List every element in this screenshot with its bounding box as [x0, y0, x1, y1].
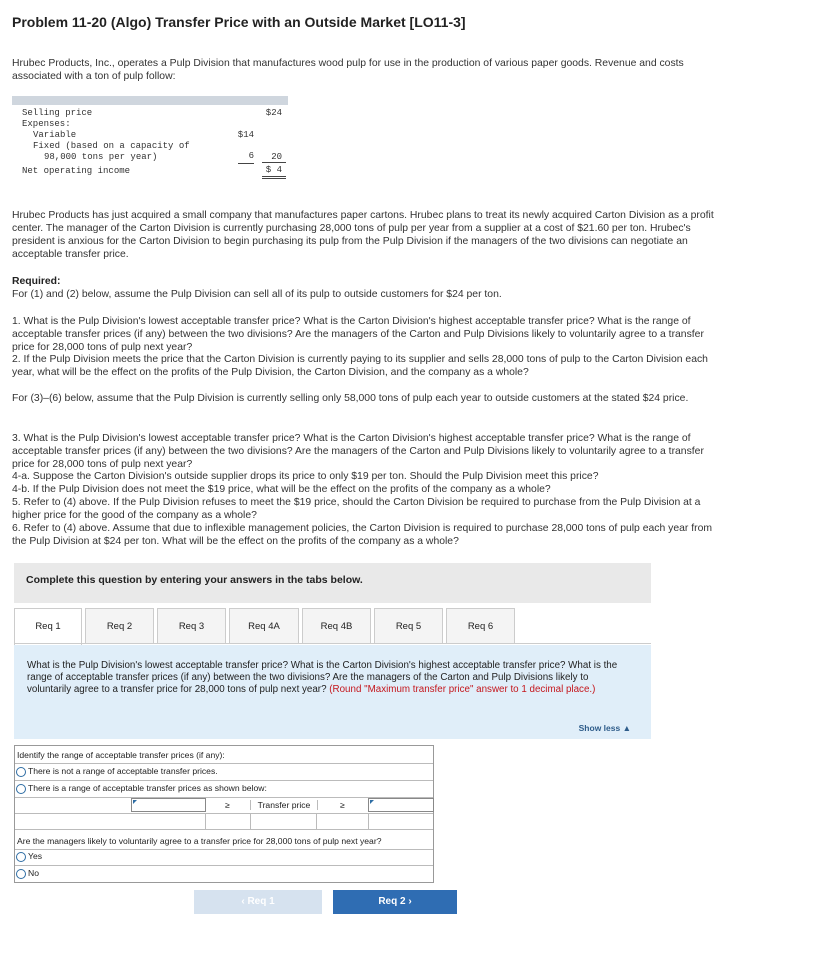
row-divider — [15, 780, 433, 781]
option-range-label: There is a range of acceptable transfer prices as shown below: — [28, 783, 267, 793]
next-req-label: Req 2 — [378, 896, 406, 907]
next-req-button[interactable] — [333, 890, 457, 914]
row-divider — [15, 849, 433, 850]
cell-divider — [205, 813, 206, 829]
fixed-label-line-2: 98,000 tons per year) — [44, 152, 158, 162]
rounding-note: (Round "Maximum transfer price" answer to 1 decimal place.) — [329, 684, 596, 695]
cell-divider — [250, 813, 251, 829]
answer-table — [14, 745, 434, 883]
minimum-transfer-price-input[interactable] — [131, 798, 206, 812]
net-income-label: Net operating income — [22, 166, 131, 176]
question-5: 5. Refer to (4) above. If the Pulp Division refuses to meet the $19 price, should the Carton Division be required to purchase from the Pulp Division at a higher price for the good of the company as a whole? — [12, 497, 701, 521]
row-divider — [15, 829, 433, 830]
agree-prompt: Are the managers likely to voluntarily agree to a transfer price for 28,000 tons of pulp next year? — [17, 836, 382, 846]
transfer-price-label: Transfer price — [250, 800, 318, 810]
cell-divider — [316, 813, 317, 829]
radio-range[interactable] — [16, 784, 26, 794]
tab-req-5[interactable]: Req 5 — [374, 608, 443, 643]
fixed-underline — [238, 163, 254, 164]
variable-label: Variable — [33, 130, 77, 140]
question-3: 3. What is the Pulp Division's lowest acceptable transfer price? What is the Carton Division's highest acceptable transfer price? What is the range of acceptable transfer prices (if any) between the two divisions? Are the managers of the Carton and Pulp Divisions likely to voluntarily agree to a transfer price for 28,000 tons of pulp next year? — [12, 433, 704, 470]
option-no[interactable] — [16, 868, 39, 879]
previous-req-label: Req 1 — [247, 896, 275, 907]
question-1: 1. What is the Pulp Division's lowest acceptable transfer price? What is the Carton Division's highest acceptable transfer price? What is the range of acceptable transfer prices (if any) between the two divisions? Are the managers of the Carton and Pulp Divisions likely to voluntarily agree to a transfer price for 28,000 tons of pulp next year? — [12, 316, 704, 353]
complete-instructions — [14, 563, 651, 603]
option-yes[interactable] — [16, 851, 42, 862]
question-text: What is the Pulp Division's lowest acceptable transfer price? What is the Carton Division's highest acceptable transfer price? What is the range of acceptable transfer prices (if any) between the two divisions? Are the managers of the Carton and Pulp Divisions likely to voluntarily agree to a transfer price for 28,000 tons of pulp next year? — [27, 660, 618, 695]
input-marker-icon — [133, 800, 137, 804]
selling-price-label: Selling price — [22, 108, 93, 118]
previous-req-button[interactable] — [194, 890, 322, 914]
tab-req-4b[interactable]: Req 4B — [302, 608, 371, 643]
complete-prompt: Complete this question by entering your answers in the tabs below. — [26, 574, 363, 586]
requirement-tabs — [14, 608, 651, 644]
radio-yes[interactable] — [16, 852, 26, 862]
question-4b: 4-b. If the Pulp Division does not meet the $19 price, what will be the effect on the profits of the company as a whole? — [12, 484, 551, 495]
cell-divider — [368, 813, 369, 829]
tab-req-1[interactable]: Req 1 — [14, 608, 82, 645]
show-less-link[interactable]: Show less ▲ — [578, 723, 631, 733]
tab-divider — [14, 643, 651, 644]
fixed-label-line-1: Fixed (based on a capacity of — [33, 141, 190, 151]
required-label: Required: — [12, 276, 61, 287]
financial-table — [12, 96, 288, 184]
question-6: 6. Refer to (4) above. Assume that due to inflexible management policies, the Carton Division is required to purchase 28,000 tons of pulp each year from the Pulp Division at $24 per ton. What will be the effect on the profits of the company as a whole? — [12, 523, 713, 547]
selling-price-value: $24 — [265, 108, 282, 118]
range-prompt: Identify the range of acceptable transfer prices (if any): — [17, 750, 225, 760]
ge-symbol-left: ≥ — [225, 800, 230, 810]
chevron-left-icon: ‹ — [241, 896, 248, 907]
ge-symbol-right: ≥ — [340, 800, 345, 810]
question-panel — [14, 645, 651, 739]
option-no-range[interactable] — [16, 766, 218, 777]
option-no-label: No — [28, 868, 39, 878]
intro-paragraph: Hrubec Products, Inc., operates a Pulp Division that manufactures wood pulp for use in the production of various paper goods. Revenue and costs associated with a ton of pulp follow: — [12, 58, 684, 82]
tab-req-6[interactable]: Req 6 — [446, 608, 515, 643]
question-2: 2. If the Pulp Division meets the price that the Carton Division is currently paying to its supplier and sells 28,000 tons of pulp to the Carton Division each year, what will be the effect on the profits of the Pulp Division, the Carton Division, and the company as a whole? — [12, 354, 708, 378]
radio-no[interactable] — [16, 869, 26, 879]
net-income-value: $ 4 — [265, 165, 282, 175]
tab-req-4a[interactable]: Req 4A — [229, 608, 299, 643]
maximum-transfer-price-input[interactable] — [368, 798, 434, 812]
required-intro: For (1) and (2) below, assume the Pulp Division can sell all of its pulp to outside customers for $24 per ton. — [12, 289, 502, 300]
row-divider — [15, 813, 433, 814]
variable-value: $14 — [237, 130, 254, 140]
radio-no-range[interactable] — [16, 767, 26, 777]
problem-title: Problem 11-20 (Algo) Transfer Price with an Outside Market [LO11-3] — [12, 14, 466, 30]
tab-req-2[interactable]: Req 2 — [85, 608, 154, 643]
input-marker-icon — [370, 800, 374, 804]
row-divider — [15, 865, 433, 866]
questions-3-6-intro: For (3)–(6) below, assume that the Pulp Division is currently selling only 58,000 tons of pulp each year to outside customers at the stated $24 price. — [12, 393, 689, 404]
total-expenses-value: 20 — [271, 152, 282, 162]
question-text-block — [27, 660, 632, 696]
table-header-bar — [12, 96, 288, 105]
option-no-range-label: There is not a range of acceptable transfer prices. — [28, 766, 218, 776]
fixed-value: 6 — [248, 151, 254, 161]
net-double-underline-1 — [262, 176, 286, 177]
tab-req-3[interactable]: Req 3 — [157, 608, 226, 643]
net-double-underline-2 — [262, 178, 286, 179]
question-4a: 4-a. Suppose the Carton Division's outside supplier drops its price to only $19 per ton. Should the Pulp Division meet this price? — [12, 471, 599, 482]
option-yes-label: Yes — [28, 851, 43, 861]
row-divider — [15, 763, 433, 764]
expenses-label: Expenses: — [22, 119, 71, 129]
expenses-underline — [262, 162, 286, 163]
option-range[interactable] — [16, 783, 267, 794]
scenario-paragraph: Hrubec Products has just acquired a small company that manufactures paper cartons. Hrubec plans to treat its newly acquired Carton Division as a profit center. The manager of the Carton Division is currently purchasing 28,000 tons of pulp per year from a supplier at a cost of $21.60 per ton. Hrubec's president is anxious for the Carton Division to begin purchasing its pulp from the Pulp Division if the managers of the two divisions can negotiate an acceptable transfer price. — [12, 210, 714, 260]
chevron-right-icon: › — [405, 896, 412, 907]
